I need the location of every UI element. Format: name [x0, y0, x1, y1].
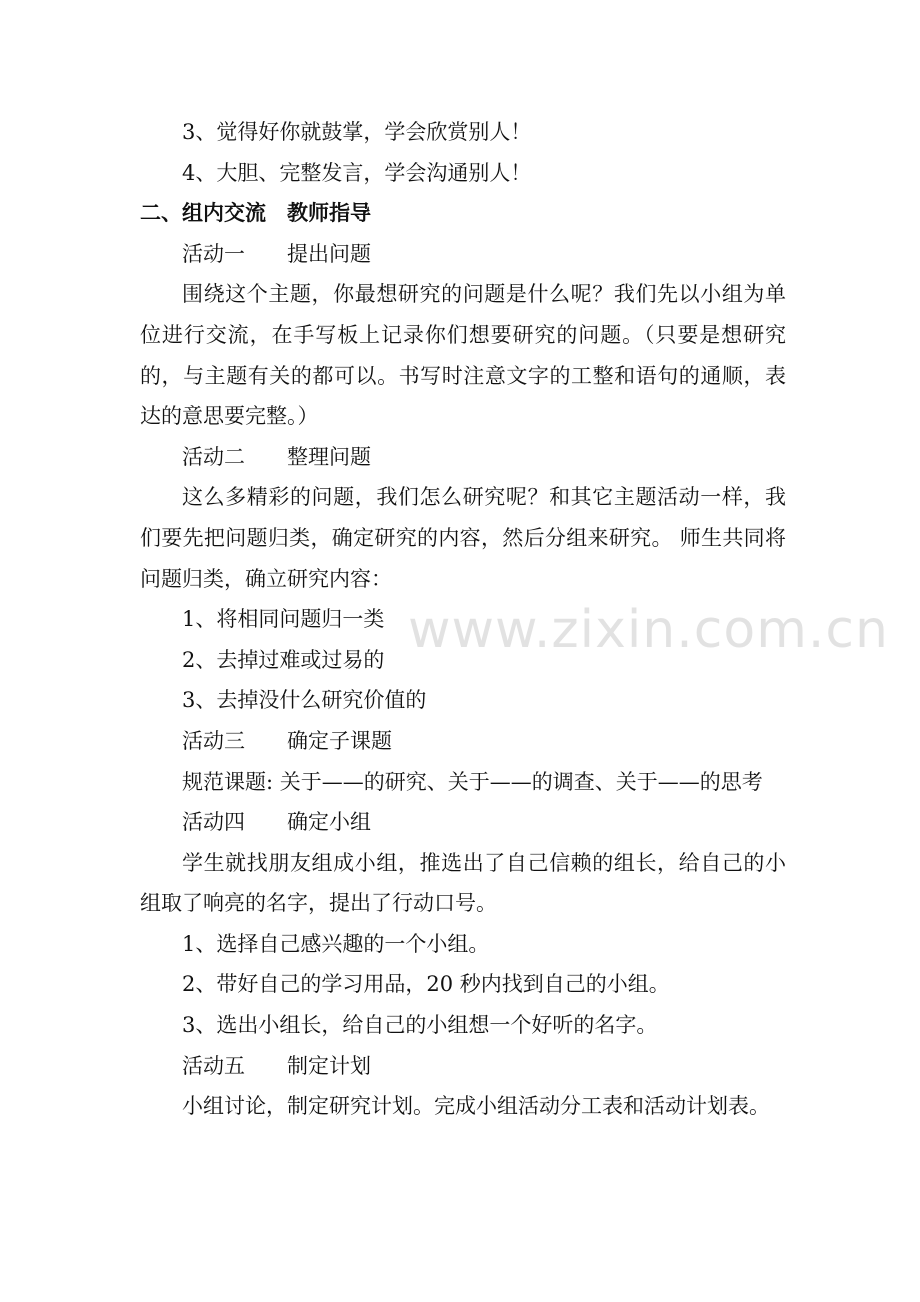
group-step-3: 3、选出小组长，给自己的小组想一个好听的名字。 — [182, 1013, 658, 1038]
group-step-1: 1、选择自己感兴趣的一个小组。 — [182, 931, 490, 956]
activity-4-title: 活动四 确定小组 — [182, 810, 371, 835]
activity-3-title: 活动三 确定子课题 — [182, 728, 392, 753]
activity-5-paragraph: 小组讨论，制定研究计划。完成小组活动分工表和活动计划表。 — [182, 1094, 770, 1119]
activity-1-title: 活动一 提出问题 — [182, 241, 371, 266]
rule-3: 3、觉得好你就鼓掌，学会欣赏别人！ — [182, 120, 532, 144]
rule-4: 4、大胆、完整发言，学会沟通别人！ — [182, 160, 532, 185]
watermark: www.zixin.com.cn — [408, 600, 889, 660]
activity-3-paragraph: 规范课题: 关于——的研究、关于——的调查、关于——的思考 — [182, 769, 763, 794]
step-1: 1、将相同问题归一类 — [182, 607, 385, 632]
activity-5-title: 活动五 制定计划 — [182, 1053, 371, 1078]
activity-1-paragraph: 围绕这个主题，你最想研究的问题是什么呢？我们先以小组为单位进行交流，在手写板上记录你们想要研究的问题。（只要是想研究的，与主题有关的都可以。书写时注意文字的工整和语句的通顺，表达的意思要完整。） — [140, 282, 786, 429]
group-step-2: 2、带好自己的学习用品，20 秒内找到自己的小组。 — [182, 972, 670, 997]
section-heading: 二、组内交流 教师指导 — [140, 201, 371, 226]
activity-2-title: 活动二 整理问题 — [182, 444, 371, 469]
activity-2-paragraph: 这么多精彩的问题，我们怎么研究呢？和其它主题活动一样，我们要先把问题归类，确定研究的内容，然后分组来研究。 师生共同将问题归类，确立研究内容： — [140, 485, 786, 591]
activity-4-paragraph: 学生就找朋友组成小组，推选出了自己信赖的组长，给自己的小组取了响亮的名字，提出了行动口号。 — [140, 850, 786, 916]
step-2: 2、去掉过难或过易的 — [182, 647, 385, 672]
document-body — [140, 112, 786, 1127]
step-3: 3、去掉没什么研究价值的 — [182, 688, 427, 713]
